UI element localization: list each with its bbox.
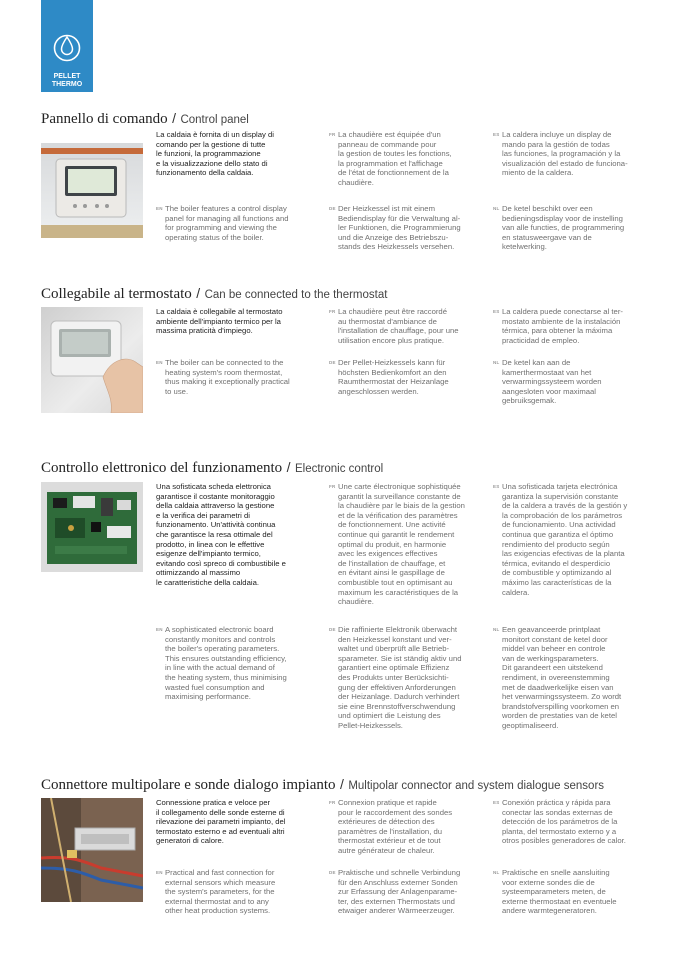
text-italian: Una sofisticata scheda elettronica garantisce il costante monitoraggio della caldaia attraverso la gestione e la verifica dei parametri di funzionamento. Un'attività continua che garantisce la resa ottimale del prodotto, in linea con le effettive esigenze dell'impianto termico, evitando così spreco di combustibile e ottimizzando al massimo le caratteristiche della caldaia.	[156, 482, 286, 587]
text-spanish: Una sofisticada tarjeta electrónica garantiza la supervisión constante de la caldera a través de la gestión y la comprobación de los parámetros de funcionamiento. Una actividad continua que garantiza el óptimo rendimiento del producto según las exigencias efectivas de la planta térmica, evitando el desperdicio de combustible y optimizando al máximo las características de la caldera.	[502, 482, 628, 597]
title-english: Control panel	[180, 114, 249, 126]
text-german: Der Heizkessel ist mit einem Bediendisplay für die Verwaltung al- ler Funktionen, die Programmierung und die Anzeige des Betriebszu- stands des Heizkessels versehen.	[338, 204, 461, 252]
lang-code-en: EN	[156, 870, 163, 875]
section-electronic-control	[41, 459, 651, 749]
connector-photo	[41, 798, 143, 902]
lang-code-fr: FR	[329, 484, 336, 489]
section-control-panel	[41, 110, 651, 270]
text-german: Praktische und schnelle Verbindung für den Anschluss externer Sonden zur Erfassung der Anlagenparame- ter, des externen Thermostats und etwaiger anderer Wärmeerzeuger.	[338, 868, 461, 916]
title-italian: Pannello di comando	[41, 111, 168, 127]
text-italian: La caldaia è collegabile al termostato ambiente dell'impianto termico per la massima praticità d'impiego.	[156, 307, 283, 336]
lang-code-es: ES	[493, 132, 500, 137]
text-dutch: Een geavanceerde printplaat monitort constant de ketel door middel van beheer en controle van de werkingsparameters. Dit garandeert een uitstekend rendiment, in overeenstemming met de daadwerkelijke eisen van het verwarmingssysteem. Zo wordt brandstofverspilling voorkomen en worden de prestaties van de ketel geoptimaliseerd.	[502, 625, 622, 730]
text-english: A sophisticated electronic board constantly monitors and controls the boiler's operating parameters. This ensures outstanding efficiency, in line with the actual demand of the heating system, thus minimising wasted fuel consumption and maximising performance.	[165, 625, 287, 702]
circuit-board-photo	[41, 482, 143, 572]
lang-code-nl: NL	[493, 627, 500, 632]
title-separator: /	[172, 110, 176, 126]
brand-logo	[41, 0, 93, 92]
lang-code-es: ES	[493, 309, 500, 314]
text-french: Une carte électronique sophistiquée garantit la surveillance constante de la chaudière par le biais de la gestion et de la vérification des paramètres de fonctionnement. Une activité continue qui garantit le rendement optimal du produit, en harmonie avec les exigences effectives de l'installation de chauffage, et en évitant ainsi le gaspillage de combustible tout en optimisant au maximum les caractéristiques de la chaudière.	[338, 482, 465, 607]
lang-code-en: EN	[156, 206, 163, 211]
text-italian: La caldaia è fornita di un display di comando per la gestione di tutte le funzioni, la programmazione e la visualizzazione dello stato di funzionamento della caldaia.	[156, 130, 274, 178]
text-dutch: De ketel kan aan de kamerthermostaat van het verwarmingssysteem worden aangesloten voor maximaal gebruiksgemak.	[502, 358, 602, 406]
lang-code-fr: FR	[329, 309, 336, 314]
text-spanish: La caldera incluye un display de mando para la gestión de todas las funciones, la programación y la visualización del estado de funciona- miento de la caldera.	[502, 130, 628, 178]
title-english: Multipolar connector and system dialogue sensors	[348, 780, 605, 792]
text-german: Der Pellet-Heizkessels kann für höchsten Bedienkomfort an den Raumthermostat der Heizanlage angeschlossen werden.	[338, 358, 449, 396]
text-spanish: La caldera puede conectarse al ter- mostato ambiente de la instalación térmica, para obtener la máxima practicidad de empleo.	[502, 307, 623, 345]
title-english: Electronic control	[294, 463, 384, 475]
title-separator: /	[286, 459, 291, 475]
lang-code-nl: NL	[493, 206, 500, 211]
section-title	[41, 459, 383, 477]
title-italian: Collegabile al termostato	[41, 286, 192, 302]
lang-code-nl: NL	[493, 870, 500, 875]
lang-code-de: DE	[329, 360, 336, 365]
lang-code-es: ES	[493, 484, 500, 489]
text-dutch: Praktische en snelle aansluiting voor externe sondes die de systeemparameters meten, de externe thermostaat en eventuele andere warmtegeneratoren.	[502, 868, 617, 916]
text-italian: Connessione pratica e veloce per il collegamento delle sonde esterne di rilevazione dei parametri impianto, del termostato esterno e ad eventuali altri generatori di calore.	[156, 798, 286, 846]
text-french: Connexion pratique et rapide pour le raccordement des sondes extérieures de détection des paramètres de l'installation, du thermostat extérieur et de tout autre générateur de chaleur.	[338, 798, 453, 855]
lang-code-fr: FR	[329, 132, 336, 137]
title-separator: /	[339, 776, 344, 792]
text-german: Die raffinierte Elektronik überwacht den Heizkessel konstant und ver- waltet und überprüft alle Betrieb- sparameter. Sie ist ständig aktiv und garantiert eine optimale Effizienz des Produkts unter Berücksichti- gung der effektiven Anforderungen der Heizanlage. Dadurch verhindert sie eine Brennstoffverschwendung und optimiert die Leistung des Pellet-Heizkessels.	[338, 625, 462, 730]
text-french: La chaudière est équipée d'un panneau de commande pour la gestion de toutes les fonctions, la programmation et l'affichage de l'état de fonctionnement de la chaudière.	[338, 130, 452, 187]
lang-code-en: EN	[156, 360, 163, 365]
title-english: Can be connected to the thermostat	[204, 289, 388, 301]
lang-code-de: DE	[329, 206, 336, 211]
lang-code-fr: FR	[329, 800, 336, 805]
lang-code-de: DE	[329, 870, 336, 875]
text-english: The boiler can be connected to the heating system's room thermostat, thus making it exceptionally practical to use.	[165, 358, 290, 396]
thermostat-photo	[41, 307, 143, 413]
lang-code-es: ES	[493, 800, 500, 805]
lang-code-en: EN	[156, 627, 163, 632]
section-title	[41, 110, 249, 128]
lang-code-nl: NL	[493, 360, 500, 365]
text-dutch: De ketel beschikt over een bedieningsdisplay voor de instelling van alle functies, de programmering en statusweergave van de ketelwerking.	[502, 204, 625, 252]
text-english: The boiler features a control display panel for managing all functions and for programming and viewing the operating status of the boiler.	[165, 204, 289, 242]
text-spanish: Conexión práctica y rápida para conectar las sondas externas de detección de los parámetros de la planta, del termostato externo y a otros posibles generadores de calor.	[502, 798, 626, 846]
brand-line-1: PELLET	[53, 73, 81, 80]
title-separator: /	[196, 285, 201, 301]
brand-line-2: THERMO	[51, 81, 83, 88]
section-title	[41, 776, 604, 794]
lang-code-de: DE	[329, 627, 336, 632]
water-drop-icon	[53, 28, 81, 64]
title-italian: Connettore multipolare e sonde dialogo impianto	[41, 777, 336, 793]
text-english: Practical and fast connection for external sensors which measure the system's parameters, for the external thermostat and to any other heat production systems.	[165, 868, 276, 916]
section-multipolar-connector	[41, 776, 651, 926]
title-italian: Controllo elettronico del funzionamento	[41, 460, 283, 476]
text-french: La chaudière peut être raccordé au thermostat d'ambiance de l'installation de chauffage, pour une utilisation encore plus pratique.	[338, 307, 459, 345]
section-thermostat	[41, 285, 651, 425]
control-panel-photo	[41, 143, 143, 238]
section-title	[41, 285, 387, 303]
